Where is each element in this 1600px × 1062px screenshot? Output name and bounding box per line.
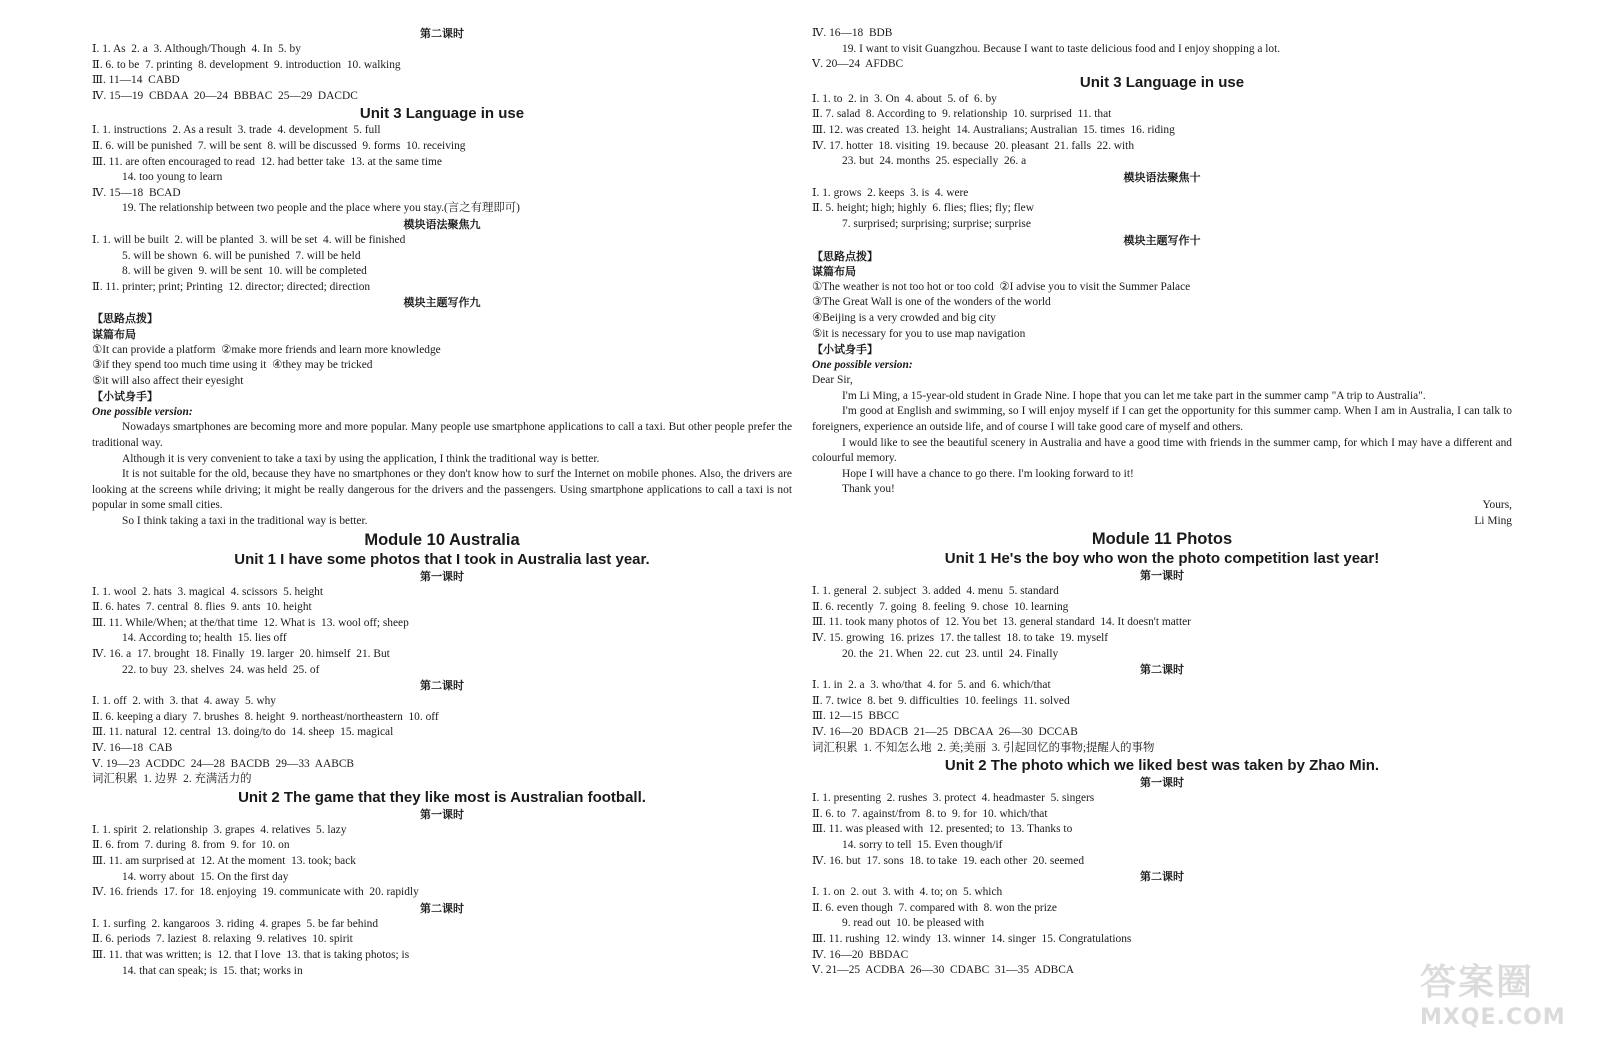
essay-paragraph: I would like to see the beautiful scenery in Australia and have a good time with friends in the summer camp, for which I may have a different and colourful memory.	[812, 436, 1512, 465]
lesson-heading: 第二课时	[1140, 663, 1184, 677]
answer-line: Ⅴ. 20—24 AFDBC	[812, 58, 904, 71]
essay-paragraph: Nowadays smartphones are becoming more and more popular. Many people use smartphone applications to call a taxi. But other people prefer the traditional way.	[92, 421, 792, 450]
right-column	[812, 26, 1512, 979]
answer-line: Ⅴ. 19—23 ACDDC 24—28 BACDB 29—33 AABCB	[92, 757, 355, 770]
answer-line: Ⅲ. 12. was created 13. height 14. Australians; Australian 15. times 16. riding	[812, 123, 1175, 136]
answer-line: Ⅲ. 11. that was written; is 12. that I love 13. that is taking photos; is	[92, 948, 410, 961]
answer-line: Ⅳ. 16—20 BBDAC	[812, 948, 909, 961]
answer-line: Ⅲ. 11. are often encouraged to read 12. had better take 13. at the same time	[92, 155, 442, 168]
answer-line: Ⅳ. 16—18 BDB	[812, 27, 893, 39]
answer-line: Ⅰ. 1. As 2. a 3. Although/Though 4. In 5. by	[92, 43, 301, 55]
answer-line-indented: 14. sorry to tell 15. Even though/if	[842, 838, 1003, 851]
answer-line: Ⅰ. 1. will be built 2. will be planted 3. will be set 4. will be finished	[92, 233, 406, 246]
answer-line-indented: 7. surprised; surprising; surprise; surprise	[842, 217, 1031, 230]
lesson-heading: 模块主题写作九	[403, 296, 481, 310]
answer-line-indented: 14. According to; health 15. lies off	[122, 632, 287, 645]
answer-line: Ⅳ. 16—20 BDACB 21—25 DBCAA 26—30 DCCAB	[812, 725, 1078, 738]
watermark-bottom-text: MXQE.COM	[1420, 1005, 1566, 1030]
answer-line: Ⅰ. 1. wool 2. hats 3. magical 4. scissors 5. height	[92, 585, 324, 598]
lesson-heading: 第一课时	[420, 807, 464, 821]
lesson-heading: 第二课时	[420, 679, 464, 693]
section-tag: 谋篇布局	[812, 265, 856, 279]
answer-line: Ⅲ. 11. was pleased with 12. presented; to 13. Thanks to	[812, 823, 1073, 836]
answer-line: Ⅱ. 6. keeping a diary 7. brushes 8. height 9. northeast/northeastern 10. off	[92, 710, 439, 723]
answer-line: Ⅳ. 16. a 17. brought 18. Finally 19. larger 20. himself 21. But	[92, 648, 390, 660]
module-heading: Module 11 Photos	[1091, 530, 1233, 549]
section-tag: 【思路点拨】	[92, 312, 158, 326]
lesson-heading: 模块主题写作十	[1123, 233, 1201, 247]
answer-line: Ⅲ. 12—15 BBCC	[812, 710, 899, 723]
essay-paragraph: I'm good at English and swimming, so I will enjoy myself if I can get the opportunity for this summer camp. When I am in Australia, I can talk to foreigners, experience an outside life, and of course I will take good care of myself and others.	[812, 405, 1512, 434]
answer-line: Ⅰ. 1. off 2. with 3. that 4. away 5. why	[92, 695, 276, 708]
module-heading: Module 10 Australia	[364, 530, 520, 549]
answer-line-indented: 23. but 24. months 25. especially 26. a	[842, 155, 1027, 168]
answer-line: Ⅱ. 6. even though 7. compared with 8. won the prize	[812, 901, 1057, 914]
answer-line: ①The weather is not too hot or too cold ②I advise you to visit the Summer Palace	[812, 280, 1191, 293]
lesson-heading: 第一课时	[420, 569, 464, 583]
answer-line: Ⅱ. 6. to be 7. printing 8. development 9. introduction 10. walking	[92, 58, 401, 71]
lesson-heading: 第一课时	[1140, 569, 1184, 583]
essay-paragraph: Hope I will have a chance to go there. I'm looking forward to it!	[842, 467, 1134, 480]
signature-line: Li Ming	[1474, 514, 1512, 527]
answer-line-indented: 9. read out 10. be pleased with	[842, 917, 985, 930]
lesson-heading: 第二课时	[420, 27, 464, 40]
essay-paragraph: Thank you!	[842, 483, 895, 496]
answer-line-indented: 8. will be given 9. will be sent 10. will be completed	[122, 265, 367, 278]
answer-line: Ⅳ. 17. hotter 18. visiting 19. because 20. pleasant 21. falls 22. with	[812, 139, 1135, 152]
answer-line: Ⅰ. 1. to 2. in 3. On 4. about 5. of 6. by	[812, 92, 997, 105]
answer-line: ④Beijing is a very crowded and big city	[812, 311, 996, 324]
answer-line: Ⅰ. 1. spirit 2. relationship 3. grapes 4. relatives 5. lazy	[92, 823, 347, 836]
answer-line: Ⅱ. 5. height; high; highly 6. flies; flies; fly; flew	[812, 202, 1034, 215]
lesson-heading: 模块语法聚焦十	[1123, 170, 1201, 184]
lesson-heading: 模块语法聚焦九	[403, 217, 481, 231]
answer-line: Ⅲ. 11. natural 12. central 13. doing/to do 14. sheep 15. magical	[92, 726, 394, 739]
essay-paragraph: It is not suitable for the old, because they have no smartphones or they don't know how to surf the Internet on mobile phones. Also, the drivers are looking at the screens while driving; it might be really dangerous for the drivers and the passengers. Using smartphone applications to call a taxi is not popular in some small cities.	[92, 468, 792, 512]
answer-line-indented: 14. too young to learn	[122, 171, 223, 184]
answer-line: Ⅱ. 11. printer; print; Printing 12. director; directed; direction	[92, 280, 371, 293]
answer-line-indented: 19. I want to visit Guangzhou. Because I want to taste delicious food and I enjoy shopping a lot.	[842, 42, 1281, 55]
answer-line: Ⅰ. 1. instructions 2. As a result 3. trade 4. development 5. full	[92, 124, 381, 137]
answer-line-indented: 19. The relationship between two people and the place where you stay.(言之有理即可)	[122, 202, 520, 215]
answer-line-indented: 14. worry about 15. On the first day	[122, 870, 289, 883]
answer-line: Ⅳ. 15. growing 16. prizes 17. the tallest 18. to take 19. myself	[812, 632, 1109, 644]
answer-line: Ⅲ. 11. am surprised at 12. At the moment 13. took; back	[92, 854, 356, 867]
section-tag: 【小试身手】	[92, 390, 158, 404]
answer-line: Ⅰ. 1. on 2. out 3. with 4. to; on 5. which	[812, 886, 1003, 899]
answer-line: ①It can provide a platform ②make more friends and learn more knowledge	[92, 343, 441, 356]
lesson-heading: 第一课时	[1140, 776, 1184, 790]
answer-line: Ⅲ. 11. rushing 12. windy 13. winner 14. singer 15. Congratulations	[812, 932, 1132, 945]
watermark-logo	[1420, 954, 1570, 1034]
answer-line: Ⅱ. 7. twice 8. bet 9. difficulties 10. feelings 11. solved	[812, 694, 1070, 707]
answer-line: Ⅲ. 11. took many photos of 12. You bet 13. general standard 14. It doesn't matter	[812, 616, 1191, 629]
version-label: One possible version:	[92, 405, 193, 418]
answer-line: ③if they spend too much time using it ④they may be tricked	[92, 359, 373, 372]
lesson-heading: 第二课时	[1140, 870, 1184, 884]
answer-line: Ⅲ. 11. While/When; at the/that time 12. What is 13. wool off; sheep	[92, 616, 409, 629]
essay-paragraph: So I think taking a taxi in the traditional way is better.	[122, 515, 368, 528]
unit-heading: Unit 1 He's the boy who won the photo competition last year!	[944, 550, 1380, 568]
answer-line: 词汇积累 1. 不知怎么地 2. 美;美丽 3. 引起回忆的事物;提醒人的事物	[812, 741, 1155, 754]
answer-line: Ⅳ. 15—19 CBDAA 20—24 BBBAC 25—29 DACDC	[92, 89, 358, 102]
answer-line: Ⅳ. 15—18 BCAD	[92, 186, 181, 199]
lesson-heading: 第二课时	[420, 901, 464, 915]
answer-line: Ⅰ. 1. general 2. subject 3. added 4. menu 5. standard	[812, 585, 1059, 598]
unit-heading: Unit 1 I have some photos that I took in Australia last year.	[234, 550, 650, 568]
unit-heading: Unit 2 The photo which we liked best was taken by Zhao Min.	[944, 757, 1380, 775]
answer-line: Ⅳ. 16. friends 17. for 18. enjoying 19. communicate with 20. rapidly	[92, 886, 419, 899]
unit-heading: Unit 3 Language in use	[359, 105, 525, 123]
answer-line: ⑤it is necessary for you to use map navigation	[812, 327, 1026, 340]
answer-line: Ⅳ. 16. but 17. sons 18. to take 19. each other 20. seemed	[812, 854, 1085, 867]
answer-line-indented: 5. will be shown 6. will be punished 7. will be held	[122, 249, 361, 262]
answer-line: Ⅲ. 11—14 CABD	[92, 74, 180, 87]
section-tag: 谋篇布局	[92, 327, 136, 341]
unit-heading: Unit 3 Language in use	[1079, 73, 1245, 91]
watermark-top-text: 答案圈	[1420, 962, 1535, 1003]
answer-line: ⑤it will also affect their eyesight	[92, 374, 244, 387]
answer-line: Ⅰ. 1. presenting 2. rushes 3. protect 4. headmaster 5. singers	[812, 792, 1095, 805]
signature-line: Yours,	[1482, 499, 1512, 512]
answer-line: Ⅰ. 1. surfing 2. kangaroos 3. riding 4. grapes 5. be far behind	[92, 917, 379, 930]
answer-line: Ⅱ. 6. recently 7. going 8. feeling 9. chose 10. learning	[812, 600, 1069, 613]
version-label: One possible version:	[812, 358, 913, 371]
answer-line: Ⅰ. 1. grows 2. keeps 3. is 4. were	[812, 186, 969, 199]
answer-line: ③The Great Wall is one of the wonders of the world	[812, 296, 1051, 309]
answer-line: Ⅴ. 21—25 ACDBA 26—30 CDABC 31—35 ADBCA	[812, 964, 1075, 977]
essay-paragraph: Although it is very convenient to take a taxi by using the application, I think the traditional way is better.	[122, 452, 600, 465]
answer-line: Ⅱ. 6. from 7. during 8. from 9. for 10. on	[92, 839, 290, 852]
answer-line: Ⅳ. 16—18 CAB	[92, 741, 173, 754]
answer-line: Ⅱ. 7. salad 8. According to 9. relationship 10. surprised 11. that	[812, 108, 1112, 121]
answer-line-indented: 14. that can speak; is 15. that; works in	[122, 964, 303, 977]
answer-line: Dear Sir,	[812, 374, 853, 387]
answer-line: Ⅰ. 1. in 2. a 3. who/that 4. for 5. and 6. which/that	[812, 679, 1051, 692]
answer-line: Ⅱ. 6. will be punished 7. will be sent 8. will be discussed 9. forms 10. receiving	[92, 139, 466, 152]
answer-line: Ⅱ. 6. periods 7. laziest 8. relaxing 9. relatives 10. spirit	[92, 933, 353, 946]
answer-line-indented: 22. to buy 23. shelves 24. was held 25. of	[122, 663, 320, 676]
essay-paragraph: I'm Li Ming, a 15-year-old student in Grade Nine. I hope that you can let me take part in the summer camp "A trip to Australia".	[842, 389, 1426, 402]
unit-heading: Unit 2 The game that they like most is Australian football.	[238, 788, 646, 806]
answer-line: Ⅱ. 6. to 7. against/from 8. to 9. for 10. which/that	[812, 807, 1048, 820]
answer-line: Ⅱ. 6. hates 7. central 8. flies 9. ants 10. height	[92, 601, 312, 614]
answer-line-indented: 20. the 21. When 22. cut 23. until 24. Finally	[842, 647, 1059, 660]
section-tag: 【思路点拨】	[812, 249, 878, 263]
section-tag: 【小试身手】	[812, 343, 878, 357]
left-column	[92, 26, 792, 979]
answer-line: 词汇积累 1. 边界 2. 充满活力的	[92, 773, 252, 786]
